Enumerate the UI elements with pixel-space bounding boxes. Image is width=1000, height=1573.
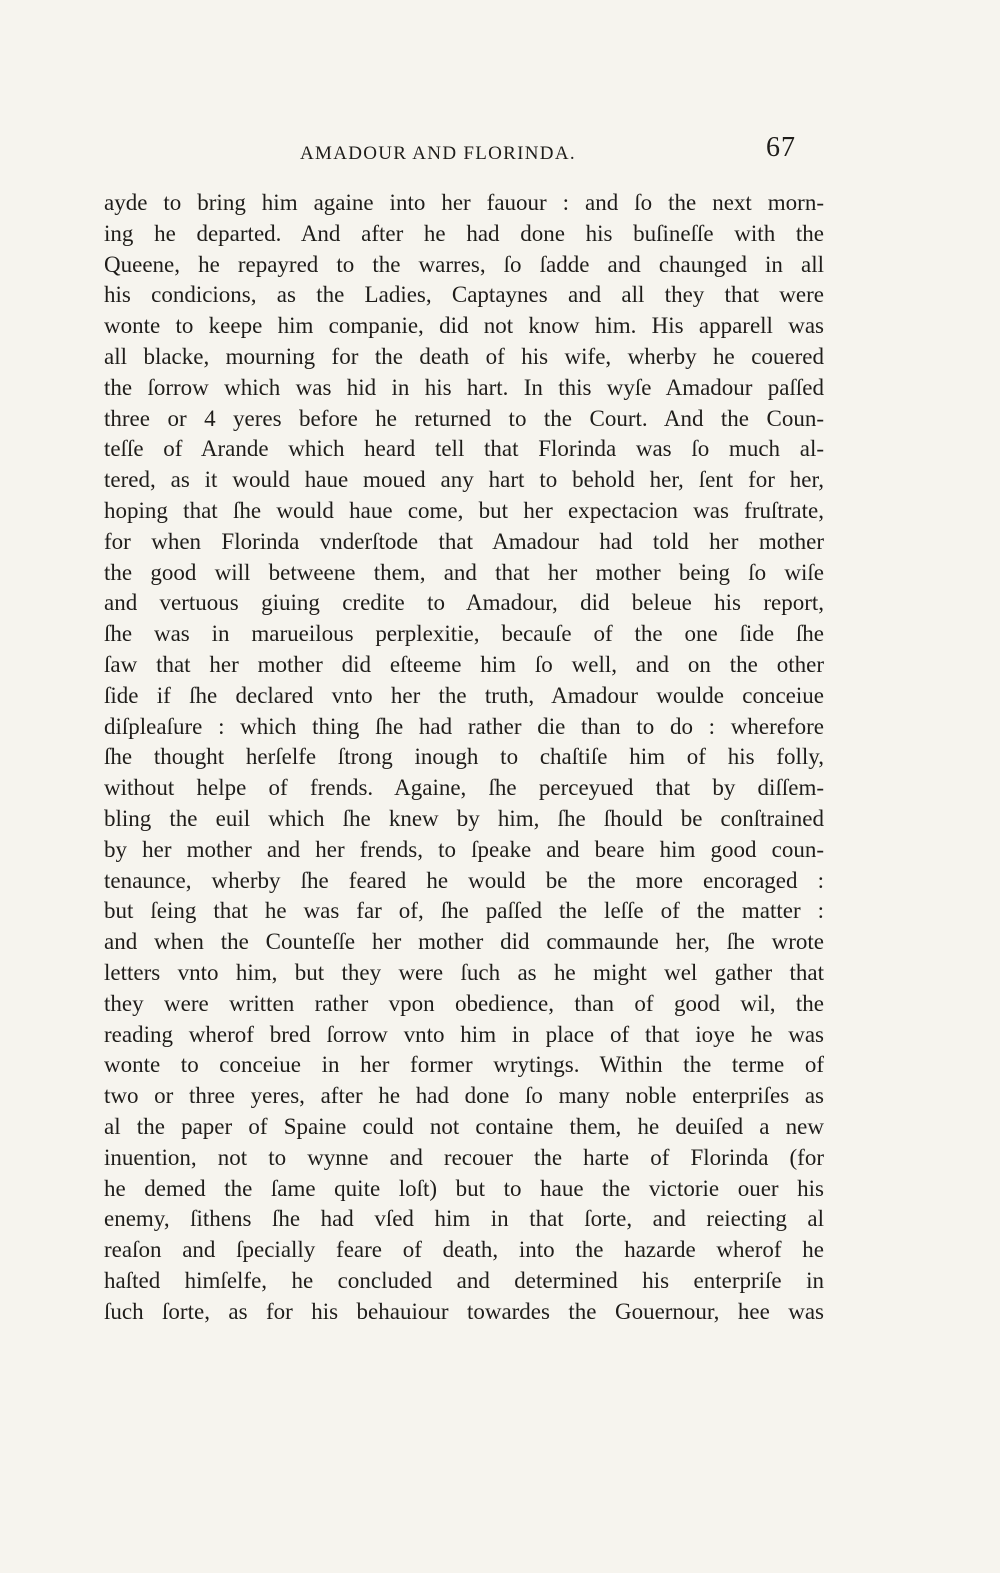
text-line: ſaw that her mother did eſteeme him ſo well, and on the other xyxy=(104,651,824,677)
page-number: 67 xyxy=(766,132,796,163)
text-line: but ſeing that he was far of, ſhe paſſed the leſſe of the matter : xyxy=(104,898,824,924)
text-line: the good will betweene them, and that her mother being ſo wiſe xyxy=(104,559,824,585)
text-line: the ſorrow which was hid in his hart. In this wyſe Amadour paſſed xyxy=(104,374,824,400)
text-line: haſted himſelfe, he concluded and determined his enterpriſe in xyxy=(104,1267,824,1293)
text-line: wonte to keepe him companie, did not know him. His apparell was xyxy=(104,313,824,339)
text-line: and when the Counteſſe her mother did commaunde her, ſhe wrote xyxy=(104,929,824,955)
text-line: he demed the ſame quite loſt) but to haue the victorie ouer his xyxy=(104,1175,824,1201)
text-line: two or three yeres, after he had done ſo many noble enterpriſes as xyxy=(104,1083,824,1109)
text-line: tered, as it would haue moued any hart to behold her, ſent for her, xyxy=(104,467,824,493)
text-line: ſide if ſhe declared vnto her the truth, Amadour woulde conceiue xyxy=(104,682,824,708)
text-line: bling the euil which ſhe knew by him, ſhe ſhould be conſtrained xyxy=(104,805,824,831)
text-line: ayde to bring him againe into her fauour : and ſo the next morn- xyxy=(104,190,824,215)
text-line: tenaunce, wherby ſhe feared he would be the more encoraged : xyxy=(104,867,824,893)
text-line: ſuch ſorte, as for his behauiour towardes the Gouernour, hee was xyxy=(104,1298,824,1324)
text-line: his condicions, as the Ladies, Captaynes and all they that were xyxy=(104,282,824,308)
text-line: and vertuous giuing credite to Amadour, did beleue his report, xyxy=(104,590,824,616)
text-line: ſhe was in marueilous perplexitie, becauſe of the one ſide ſhe xyxy=(104,621,824,647)
text-line: Queene, he repayred to the warres, ſo ſadde and chaunged in all xyxy=(104,251,824,277)
text-line: hoping that ſhe would haue come, but her expectacion was fruſtrate, xyxy=(104,497,824,523)
text-line: ſhe thought herſelfe ſtrong inough to chaſtiſe him of his folly, xyxy=(104,744,824,770)
text-line: for when Florinda vnderſtode that Amadour had told her mother xyxy=(104,528,824,554)
text-line: they were written rather vpon obedience, than of good wil, the xyxy=(104,990,824,1016)
text-line: reading wherof bred ſorrow vnto him in place of that ioye he was xyxy=(104,1021,824,1047)
running-head: AMADOUR AND FLORINDA. xyxy=(300,143,576,164)
text-line: diſpleaſure : which thing ſhe had rather die than to do : wherefore xyxy=(104,713,824,739)
text-line: wonte to conceiue in her former wrytings. Within the terme of xyxy=(104,1052,824,1078)
text-line: three or 4 yeres before he returned to the Court. And the Coun- xyxy=(104,405,824,431)
text-line: without helpe of frends. Againe, ſhe perceyued that by diſſem- xyxy=(104,775,824,801)
text-line: by her mother and her frends, to ſpeake and beare him good coun- xyxy=(104,836,824,862)
body-text xyxy=(104,188,824,1327)
text-line: reaſon and ſpecially feare of death, into the hazarde wherof he xyxy=(104,1237,824,1263)
text-line: inuention, not to wynne and recouer the harte of Florinda (for xyxy=(104,1144,824,1170)
text-line: all blacke, mourning for the death of his wife, wherby he couered xyxy=(104,343,824,369)
text-line: letters vnto him, but they were ſuch as he might wel gather that xyxy=(104,959,824,985)
text-line: teſſe of Arande which heard tell that Florinda was ſo much al- xyxy=(104,436,824,462)
text-line: enemy, ſithens ſhe had vſed him in that ſorte, and reiecting al xyxy=(104,1206,824,1232)
text-line: al the paper of Spaine could not containe them, he deuiſed a new xyxy=(104,1113,824,1139)
text-line: ing he departed. And after he had done his buſineſſe with the xyxy=(104,220,824,246)
